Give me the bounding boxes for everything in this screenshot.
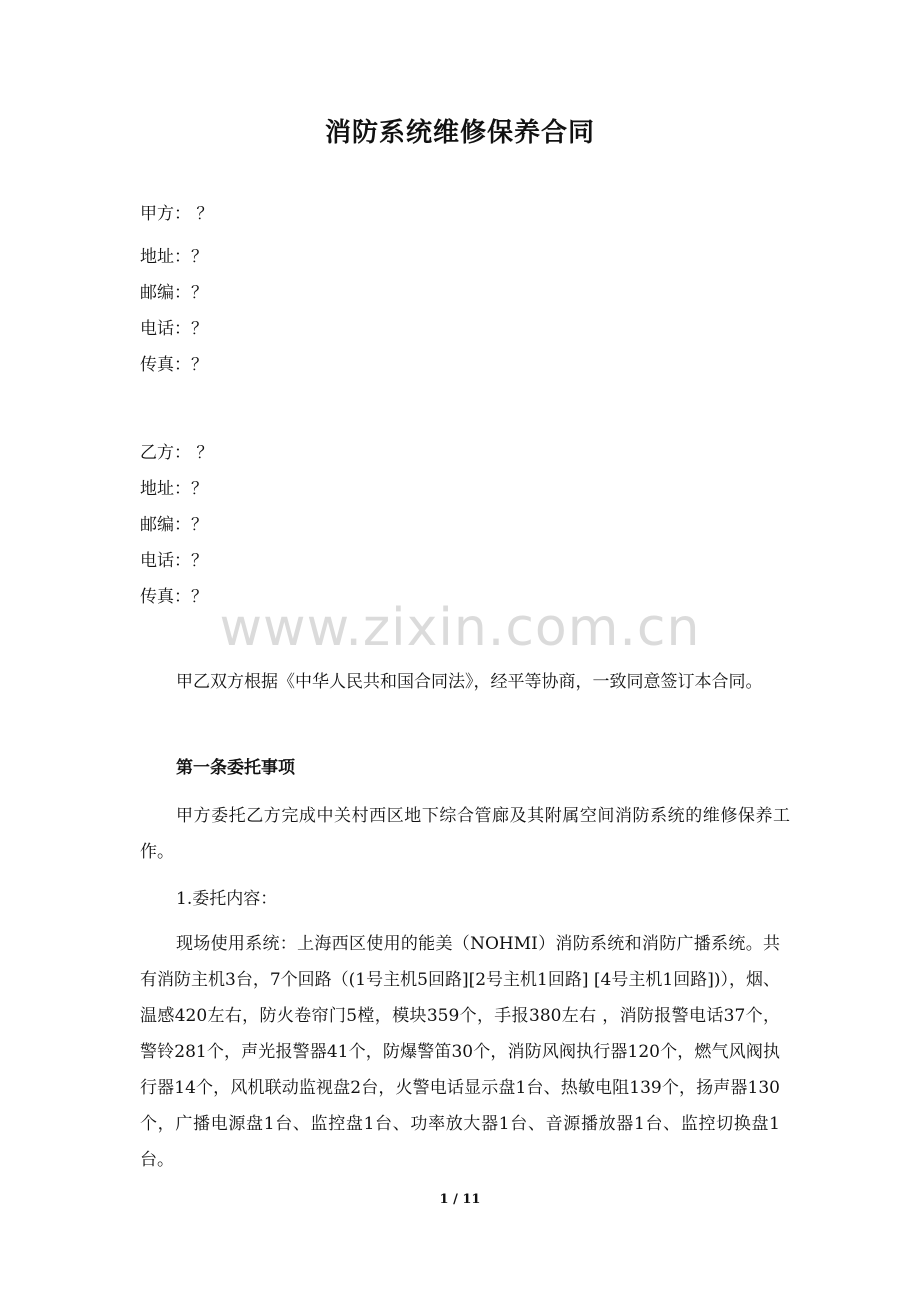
party-b-name: 乙方： ？ (140, 443, 214, 463)
party-b-postcode: 邮编：？ (140, 515, 208, 535)
party-a-fax: 传真：？ (140, 355, 208, 375)
document-title: 消防系统维修保养合同 (324, 118, 595, 148)
page-number: 1 / 11 (439, 1192, 481, 1207)
article1-heading: 第一条委托事项 (176, 758, 295, 778)
article1-paragraph: 甲方委托乙方完成中关村西区地下综合管廊及其附属空间消防系统的维修保养工作。 (140, 806, 790, 862)
item1-text: 现场使用系统：上海西区使用的能美（NOHMI）消防系统和消防广播系统。共有消防主机3台，7个回路（(1号主机5回路][2号主机1回路] [4号主机1回路])），烟、温感420左右，防火卷帘门5樘，模块359个，手报380左右 ，消防报警电话37个，警铃281个，声光报警器41个，防爆警笛30个，消防风阀执行器120个，燃气风阀执行器14个，风机联动监视盘2台，火警电话显示盘1台、热敏电阻139个，扬声器130个，广播电源盘1台、监控盘1台、功率放大器1台、音源播放器1台、监控切换盘1台。 (140, 934, 780, 1170)
party-a-phone: 电话：？ (140, 319, 208, 339)
item1-label: 1.委托内容： (176, 889, 278, 909)
party-b-phone: 电话：？ (140, 551, 208, 571)
party-a-name: 甲方： ？ (140, 204, 214, 224)
watermark: www.zixin.com.cn (219, 598, 701, 658)
party-a-postcode: 邮编：？ (140, 283, 208, 303)
party-b-fax: 传真：？ (140, 587, 208, 607)
party-a-address: 地址：？ (140, 247, 208, 267)
preamble-paragraph: 甲乙双方根据《中华人民共和国合同法》，经平等协商，一致同意签订本合同。 (176, 672, 763, 692)
party-b-address: 地址：？ (140, 479, 208, 499)
